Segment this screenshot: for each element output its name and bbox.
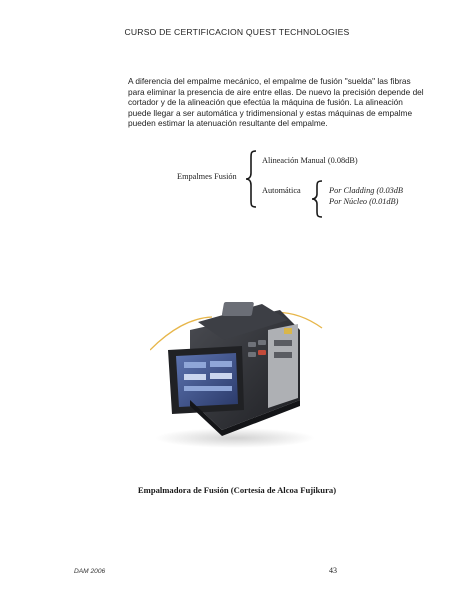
paragraph-line: puede llegar a ser automática y tridimensional y estas máquinas de empalme [128,107,413,118]
page-number: 43 [329,566,337,575]
main-brace [245,150,257,208]
automatic-label: Automática [262,186,301,195]
diagram-root-label: Empalmes Fusión [177,172,237,181]
paragraph-line: cortador y de la alineación que efectúa la máquina de fusión. La alineación [128,97,403,108]
paragraph-line: para eliminar la presencia de aire entre ellas. De nuevo la precisión depende del [128,86,424,97]
footer-date: DAM 2006 [74,568,106,575]
figure-caption: Empalmadora de Fusión (Cortesía de Alcoa Fujikura) [137,485,337,495]
cladding-option-label: Por Cladding (0.03dB [329,186,403,195]
sub-brace [311,180,323,218]
paragraph-line: A diferencia del empalme mecánico, el empalme de fusión "suelda" las fibras [128,76,411,86]
manual-alignment-label: Alineación Manual (0.08dB) [262,156,358,165]
paragraph-line: pueden estimar la atenuación resultante del empalme. [128,118,328,129]
fusion-splicer-image [150,280,325,450]
body-paragraph [128,76,436,129]
page-header: CURSO DE CERTIFICACION QUEST TECHNOLOGIES [124,27,350,37]
core-option-label: Por Núcleo (0.01dB) [329,197,399,206]
